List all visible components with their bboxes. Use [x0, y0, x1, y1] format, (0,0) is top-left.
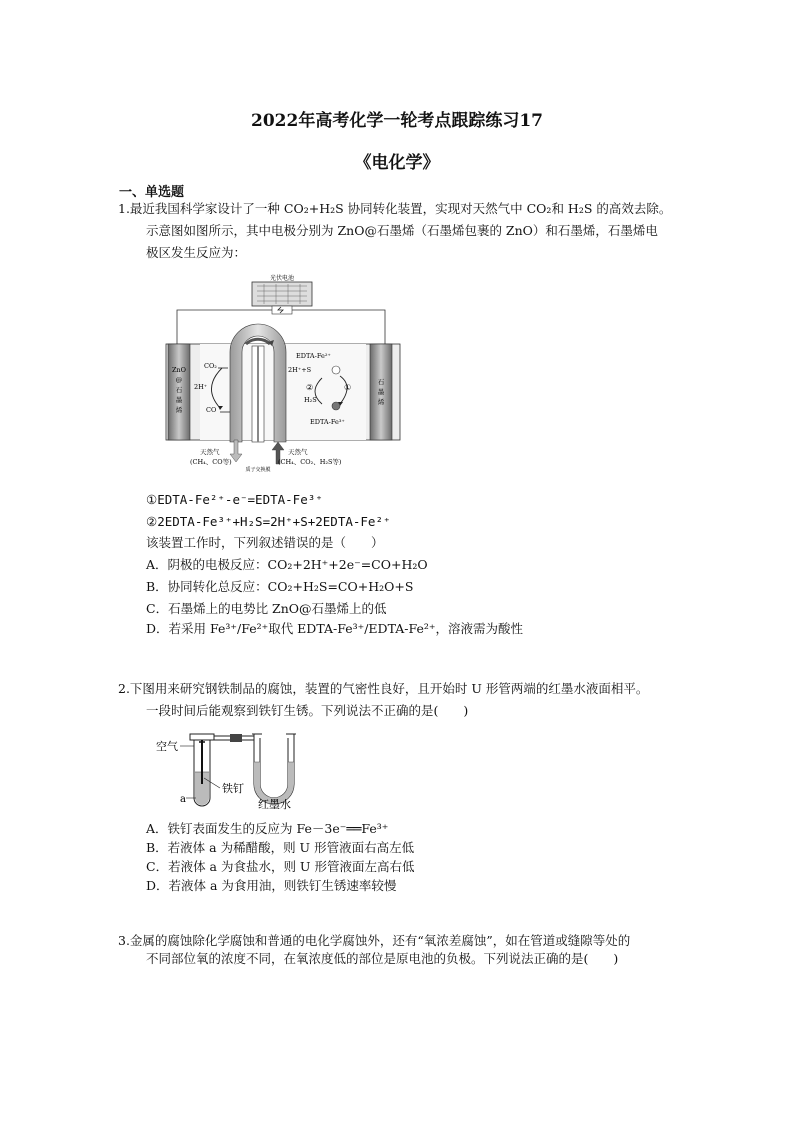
q1-line-2: 示意图如图所示，其中电极分别为 ZnO@石墨烯（石墨烯包裹的 ZnO）和石墨烯，石墨烯电	[146, 223, 658, 238]
svg-text:①: ①	[344, 383, 352, 392]
svg-text:②: ②	[306, 383, 314, 392]
svg-text:石: 石	[377, 378, 385, 386]
q2-line-2: 一段时间后能观察到铁钉生锈。下列说法不正确的是( )	[146, 703, 469, 718]
svg-text:空气: 空气	[156, 740, 178, 753]
svg-text:铁钉: 铁钉	[222, 782, 244, 795]
edta-fe3-bubble	[332, 402, 340, 410]
svg-text:ZnO: ZnO	[171, 366, 187, 374]
q1-electrolysis-diagram	[160, 272, 406, 472]
q1-reaction-2: ②2EDTA-Fe³⁺+H₂S=2H⁺+S+2EDTA-Fe²⁺	[146, 514, 391, 529]
edta-fe2-bubble	[332, 366, 340, 374]
q1-line-1: 1.最近我国科学家设计了一种 CO₂+H₂S 协同转化装置，实现对天然气中 CO₂和 H₂S 的高效去除。	[118, 201, 672, 216]
q1-option-d[interactable]: D．若采用 Fe³⁺/Fe²⁺取代 EDTA-Fe³⁺/EDTA-Fe²⁺，溶液需为酸性	[146, 621, 523, 636]
q1-line-3: 极区发生反应为：	[146, 245, 247, 260]
svg-text:质子交换膜: 质子交换膜	[245, 467, 271, 472]
svg-text:烯: 烯	[175, 406, 183, 414]
svg-text:墨: 墨	[377, 388, 385, 396]
q2-option-a[interactable]: A．铁钉表面发生的反应为 Fe－3e⁻══Fe³⁺	[146, 821, 389, 836]
q2-option-d[interactable]: D．若液体 a 为食用油，则铁钉生锈速率较慢	[146, 878, 397, 893]
q2-option-b[interactable]: B．若液体 a 为稀醋酸，则 U 形管液面右高左低	[146, 840, 415, 855]
svg-text:石: 石	[175, 386, 183, 394]
svg-text:(CH₄、CO等): (CH₄、CO等)	[190, 458, 232, 466]
svg-text:EDTA-Fe³⁺: EDTA-Fe³⁺	[310, 418, 345, 426]
svg-text:H₂S: H₂S	[304, 396, 317, 404]
svg-text:a: a	[180, 794, 186, 805]
q2-corrosion-diagram	[150, 722, 316, 812]
svg-text:天然气: 天然气	[288, 448, 308, 456]
svg-text:2H⁺: 2H⁺	[194, 383, 208, 391]
page-title: 2022年高考化学一轮考点跟踪练习17	[251, 111, 543, 131]
svg-text:EDTA-Fe²⁺: EDTA-Fe²⁺	[296, 352, 331, 360]
svg-text:(CH₄、CO₂、H₂S等): (CH₄、CO₂、H₂S等)	[278, 458, 342, 466]
q3-line-1: 3.金属的腐蚀除化学腐蚀和普通的电化学腐蚀外，还有“氧浓差腐蚀”，如在管道或缝隙等处的	[118, 933, 631, 948]
svg-text:@: @	[175, 376, 183, 384]
stopper	[190, 734, 214, 740]
q2-option-c[interactable]: C．若液体 a 为食盐水，则 U 形管液面左高右低	[146, 859, 415, 874]
q1-option-c[interactable]: C．石墨烯上的电势比 ZnO@石墨烯上的低	[146, 601, 387, 616]
q1-option-b[interactable]: B．协同转化总反应：CO₂+H₂S=CO+H₂O+S	[146, 579, 414, 594]
svg-text:CO: CO	[206, 406, 217, 414]
q1-stem: 该装置工作时，下列叙述错误的是（ ）	[146, 535, 384, 550]
q1-reaction-1: ①EDTA-Fe²⁺-e⁻=EDTA-Fe³⁺	[146, 492, 323, 507]
svg-text:墨: 墨	[175, 396, 183, 404]
gas-outlet-arrow	[230, 440, 242, 462]
svg-text:烯: 烯	[377, 398, 385, 406]
svg-text:CO₂: CO₂	[204, 362, 217, 370]
q2-line-1: 2.下图用来研究钢铁制品的腐蚀，装置的气密性良好，且开始时 U 形管两端的红墨水液面相平。	[118, 681, 649, 696]
q3-line-2: 不同部位氧的浓度不同，在氧浓度低的部位是原电池的负极。下列说法正确的是( )	[146, 951, 619, 966]
section-heading: 一、单选题	[119, 185, 185, 200]
svg-text:2H⁺+S: 2H⁺+S	[288, 366, 312, 374]
solar-label: 光伏电池	[269, 275, 295, 282]
q1-option-a[interactable]: A．阴极的电极反应：CO₂+2H⁺+2e⁻=CO+H₂O	[146, 557, 428, 572]
solar-panel-icon	[252, 282, 312, 314]
svg-text:红墨水: 红墨水	[258, 798, 291, 811]
svg-text:天然气: 天然气	[200, 448, 220, 456]
page-subtitle: 《电化学》	[354, 153, 440, 173]
